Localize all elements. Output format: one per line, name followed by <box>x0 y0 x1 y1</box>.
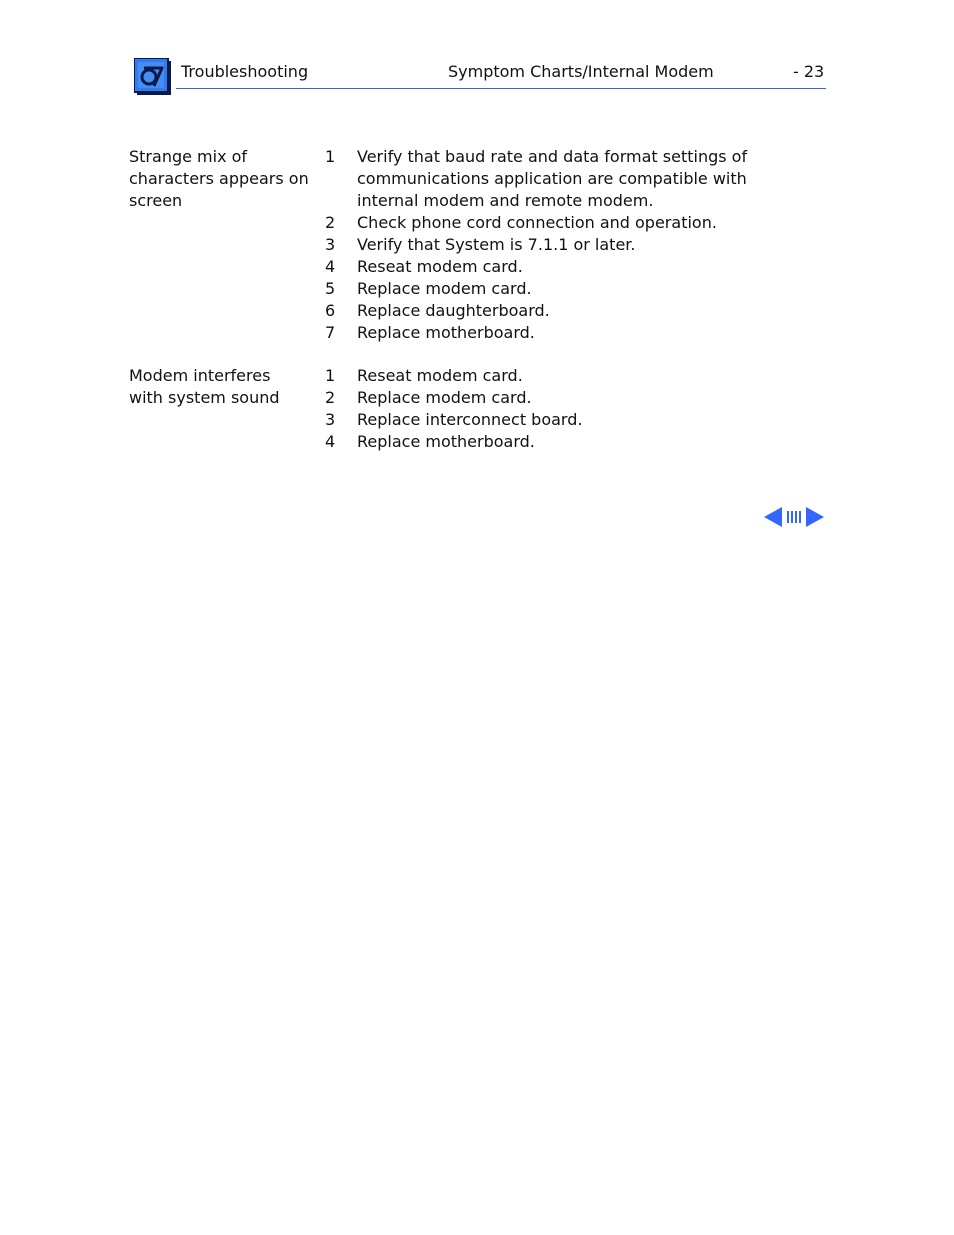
step-text: Verify that System is 7.1.1 or later. <box>357 235 636 254</box>
solution-step <box>324 431 804 453</box>
solution-step <box>324 234 804 256</box>
page-navigation <box>762 505 826 529</box>
step-number: 2 <box>325 213 336 232</box>
triangle-right-icon[interactable] <box>806 507 824 527</box>
solution-step <box>324 256 804 278</box>
step-number: 3 <box>325 410 336 429</box>
solution-step <box>324 322 804 344</box>
page-header <box>0 0 954 100</box>
page-number: - 23 <box>793 62 825 81</box>
symptom-label: Strange mix of characters appears on screen <box>129 147 309 210</box>
header-section-title: Troubleshooting <box>181 62 309 81</box>
step-text: Replace motherboard. <box>357 432 535 451</box>
step-text: Replace motherboard. <box>357 323 535 342</box>
solution-step <box>324 278 804 300</box>
step-number: 2 <box>325 388 336 407</box>
step-number: 6 <box>325 301 336 320</box>
solution-step <box>324 146 804 212</box>
step-number: 1 <box>325 147 336 166</box>
solution-steps <box>324 146 804 344</box>
step-number: 1 <box>325 366 336 385</box>
step-text: Replace modem card. <box>357 388 532 407</box>
triangle-left-icon[interactable] <box>764 507 782 527</box>
solution-step <box>324 409 804 431</box>
page-index-icon[interactable] <box>786 509 804 525</box>
solution-step <box>324 387 804 409</box>
step-text: Reseat modem card. <box>357 366 523 385</box>
step-text: Replace interconnect board. <box>357 410 583 429</box>
service-manual-logo-icon <box>134 58 172 96</box>
header-divider <box>176 88 826 89</box>
step-number: 3 <box>325 235 336 254</box>
step-number: 4 <box>325 257 336 276</box>
step-text: Reseat modem card. <box>357 257 523 276</box>
solution-step <box>324 365 804 387</box>
step-number: 4 <box>325 432 336 451</box>
step-text: Replace modem card. <box>357 279 532 298</box>
step-number: 5 <box>325 279 336 298</box>
step-text: Verify that baud rate and data format settings of communications application are compatible with internal modem and remote modem. <box>357 147 748 210</box>
symptom-label: Modem interferes with system sound <box>129 366 280 407</box>
header-topic-title: Symptom Charts/Internal Modem <box>448 62 714 81</box>
step-number: 7 <box>325 323 336 342</box>
solution-step <box>324 300 804 322</box>
solution-step <box>324 212 804 234</box>
step-text: Check phone cord connection and operation. <box>357 213 717 232</box>
solution-steps <box>324 365 804 453</box>
step-text: Replace daughterboard. <box>357 301 550 320</box>
